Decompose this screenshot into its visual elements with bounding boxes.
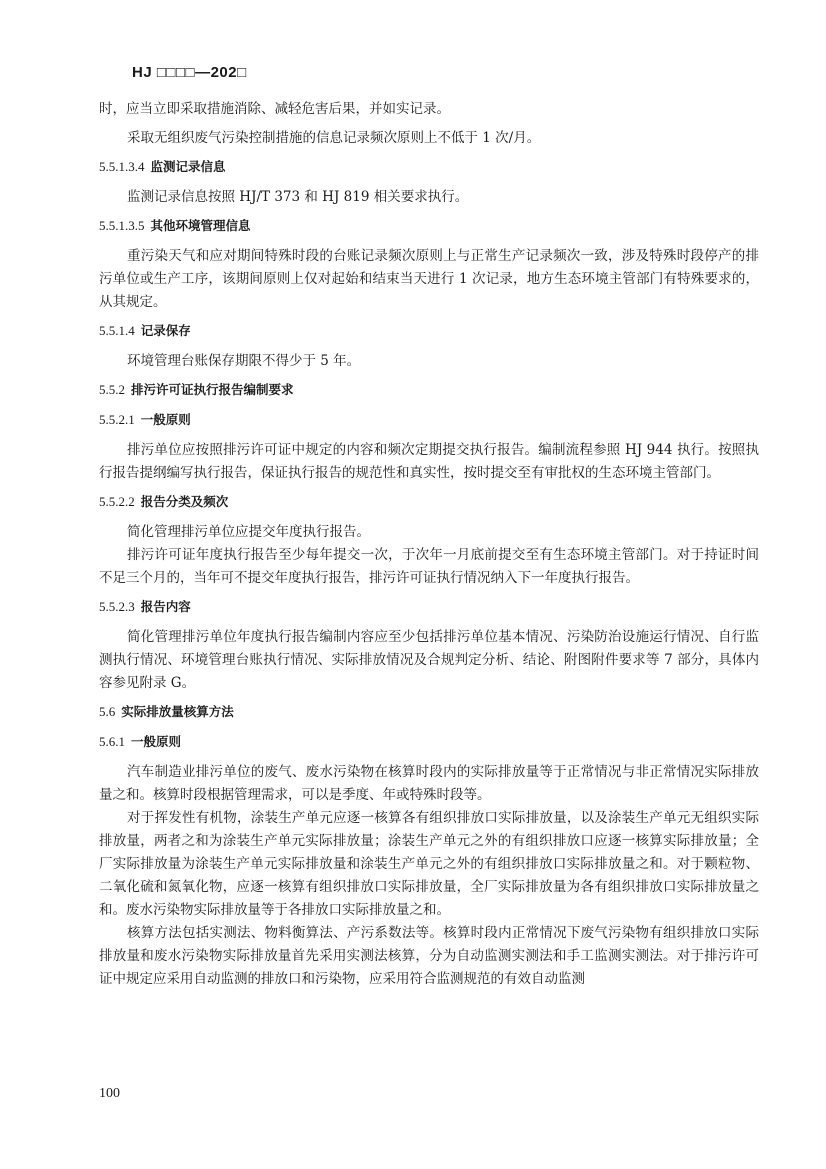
section-title: 记录保存 bbox=[140, 323, 191, 338]
section-title: 实际排放量核算方法 bbox=[121, 704, 234, 719]
document-code-header: HJ □□□□—202□ bbox=[132, 64, 247, 81]
section-title: 监测记录信息 bbox=[150, 159, 226, 174]
section-title: 排污许可证执行报告编制要求 bbox=[131, 382, 294, 397]
section-number: 5.6 bbox=[99, 704, 116, 719]
section-heading bbox=[99, 320, 759, 342]
section-number: 5.5.2 bbox=[99, 382, 125, 397]
section-heading bbox=[99, 491, 759, 513]
section-title: 报告内容 bbox=[140, 599, 191, 614]
section-title: 其他环境管理信息 bbox=[150, 218, 251, 233]
section-heading bbox=[99, 156, 759, 178]
section-heading bbox=[99, 701, 759, 723]
paragraph: 简化管理排污单位年度执行报告编制内容应至少包括排污单位基本情况、污染防治设施运行情况、自行监测执行情况、环境管理台账执行情况、实际排放情况及合规判定分析、结论、附图附件要求等 7 部分，具体内容参见附录 G。 bbox=[99, 629, 759, 691]
paragraph: 环境管理台账保存期限不得少于 5 年。 bbox=[127, 353, 361, 369]
section-number: 5.6.1 bbox=[99, 734, 125, 749]
paragraph: 监测记录信息按照 HJ/T 373 和 HJ 819 相关要求执行。 bbox=[127, 189, 469, 205]
section-number: 5.5.1.3.4 bbox=[99, 159, 145, 174]
section-title: 一般原则 bbox=[140, 412, 191, 427]
paragraph: 采取无组织废气污染控制措施的信息记录频次原则上不低于 1 次/月。 bbox=[127, 130, 541, 146]
paragraph: 汽车制造业排污单位的废气、废水污染物在核算时段内的实际排放量等于正常情况与非正常情况实际排放量之和。核算时段根据管理需求，可以是季度、年或特殊时段等。 bbox=[99, 764, 759, 803]
section-heading bbox=[99, 409, 759, 431]
paragraph: 排污许可证年度执行报告至少每年提交一次，于次年一月底前提交至有生态环境主管部门。对于持证时间不足三个月的，当年可不提交年度执行报告，排污许可证执行情况纳入下一年度执行报告。 bbox=[99, 547, 759, 586]
section-number: 5.5.2.2 bbox=[99, 494, 135, 509]
section-title: 报告分类及频次 bbox=[140, 494, 229, 509]
section-title: 一般原则 bbox=[131, 734, 182, 749]
paragraph: 排污单位应按照排污许可证中规定的内容和频次定期提交执行报告。编制流程参照 HJ 944 执行。按照执行报告提纲编写执行报告，保证执行报告的规范性和真实性，按时提交至有审批权的生态环境主管部门。 bbox=[99, 442, 759, 481]
paragraph: 核算方法包括实测法、物料衡算法、产污系数法等。核算时段内正常情况下废气污染物有组织排放口实际排放量和废水污染物实际排放量首先采用实测法核算，分为自动监测实测法和手工监测实测法。对于排污许可证中规定应采用自动监测的排放口和污染物，应采用符合监测规范的有效自动监测 bbox=[99, 925, 759, 987]
section-heading bbox=[99, 379, 759, 401]
section-number: 5.5.2.1 bbox=[99, 412, 135, 427]
paragraph: 简化管理排污单位应提交年度执行报告。 bbox=[127, 524, 370, 540]
page-number: 100 bbox=[99, 1086, 120, 1101]
section-heading bbox=[99, 596, 759, 618]
section-heading bbox=[99, 215, 759, 237]
section-number: 5.5.2.3 bbox=[99, 599, 135, 614]
section-heading bbox=[99, 731, 759, 753]
section-number: 5.5.1.4 bbox=[99, 323, 135, 338]
section-number: 5.5.1.3.5 bbox=[99, 218, 145, 233]
paragraph: 时，应当立即采取措施消除、减轻危害后果，并如实记录。 bbox=[99, 101, 450, 117]
paragraph: 对于挥发性有机物，涂装生产单元应逐一核算各有组织排放口实际排放量，以及涂装生产单元无组织实际排放量，两者之和为涂装生产单元实际排放量；涂装生产单元之外的有组织排放口应逐一核算实际排放量；全厂实际排放量为涂装生产单元实际排放量和涂装生产单元之外的有组织排放口实际排放量之和。对于颗粒物、二氧化硫和氮氧化物，应逐一核算有组织排放口实际排放量，全厂实际排放量为各有组织排放口实际排放量之和。废水污染物实际排放量等于各排放口实际排放量之和。 bbox=[99, 810, 759, 918]
document-body bbox=[99, 98, 759, 991]
paragraph: 重污染天气和应对期间特殊时段的台账记录频次原则上与正常生产记录频次一致，涉及特殊时段停产的排污单位或生产工序，该期间原则上仅对起始和结束当天进行 1 次记录，地方生态环境主管部门有特殊要求的，从其规定。 bbox=[99, 248, 759, 310]
